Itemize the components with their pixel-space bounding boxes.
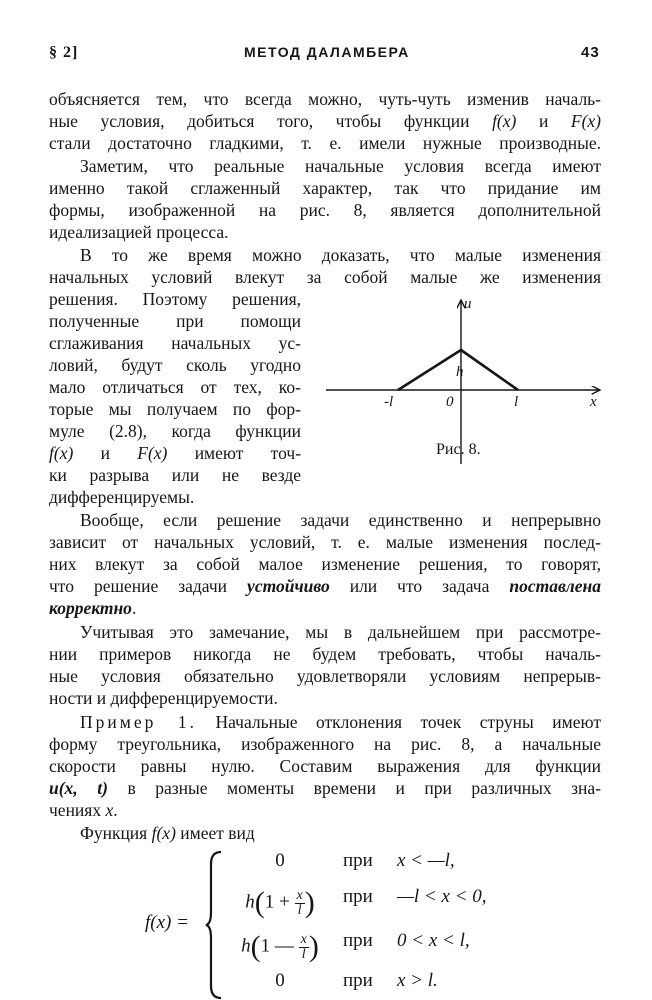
text-line: u(x, t) в разные моменты времени и при различных зна- [49,778,602,798]
text-line: решения. Поэтому решения, [49,289,301,309]
text-line: форму треугольника, изображенного на рис. 8, а начальные [49,734,601,754]
text-line: них влекут за собой малое изменение решения, то говорят, [49,554,601,574]
math-F: F(x) [137,443,168,463]
text-line: зависит от начальных условий, т. е. малые изменения послед- [49,532,601,552]
math-f: f(x) [492,111,517,131]
text-line: начальных условий влекут за собой малые же изменения [49,267,601,287]
u-axis-label: u [464,296,472,312]
math-u: u(x, t) [49,778,108,798]
text-line: f(x) и F(x) имеют точ- [49,443,302,463]
text-line: Учитывая это замечание, мы в дальнейшем при рассмотре- [80,622,601,642]
text-line: нии примеров никогда не будем требовать, чтобы началь- [49,644,601,664]
text-line: ки разрыва или не везде [49,465,301,485]
text-line: Вообще, если решение задачи единственно и непрерывно [80,510,601,530]
text-line: что решение задачи устойчиво или что задача поставлена [49,576,602,596]
text-line: В то же время можно доказать, что малые изменения [80,245,601,265]
math-F: F(x) [570,111,602,131]
tick-label-neg-l: -l [384,394,394,410]
example-label: Пример 1. [80,712,197,732]
text-line: полученные при помощи [49,311,301,331]
running-title: МЕТОД ДАЛАМБЕРА [244,44,410,60]
text-line: Функция f(x) имеет вид [80,823,255,843]
text-line: идеализацией процесса. [49,222,229,242]
text-line: сглаживания начальных ус- [49,333,301,353]
text-line: объясняется тем, что всегда можно, чуть-чуть изменив началь- [49,89,601,109]
left-brace [205,850,223,1000]
section-marker: § 2] [49,44,79,61]
tick-label-zero: 0 [446,394,454,410]
text-line: торые мы получаем по фор- [49,399,301,419]
x-axis-label: x [590,394,597,410]
text-line: формы, изображенной на рис. 8, является дополнительной [49,200,601,220]
emphasis-correct: корректно [49,598,132,618]
text-line: муле (2.8), когда функции [49,421,301,441]
text-line: ности и дифференцируемости. [49,688,278,708]
text-line: Пример 1. Начальные отклонения точек струны имеют [80,712,601,732]
text-line: ловий, будут сколь угодно [49,355,301,375]
emphasis-stable: устойчиво [247,576,330,596]
piecewise-formula: f(x) = 0 при x < —l, h(1 + $\frac{x}{l}$ ) при —l < x < 0, h(1 — $\frac{x}{l}$ ) при 0 < x < l, 0 при x > l. [145,850,545,1000]
emphasis-posed: поставлена [509,576,602,596]
text-line: чениях x. [49,800,118,820]
text-line: скорости равны нулю. Составим выражения для функции [49,756,601,776]
text-line: именно такой сглаженный характер, так что придание им [49,178,601,198]
formula-lhs: f(x) = [145,912,189,933]
text-line: дифференцируемы. [49,487,195,507]
math-f: f(x) [49,443,74,463]
text-line: корректно. [49,598,137,618]
text-line: Заметим, что реальные начальные условия всегда имеют [80,156,601,176]
figure-caption: Рис. 8. [436,441,481,458]
text-line: ные условия обязательно удовлетворяли условиям непрерыв- [49,666,601,686]
page-number: 43 [581,44,600,61]
height-label: h [456,364,464,380]
text-line: ные условия, добиться того, чтобы функции f(x) и F(x) [49,111,602,131]
text-line: стали достаточно гладкими, т. е. имели нужные производные. [49,133,601,153]
text-line: мало отличаться от тех, ко- [49,377,301,397]
tick-label-l: l [514,394,519,410]
